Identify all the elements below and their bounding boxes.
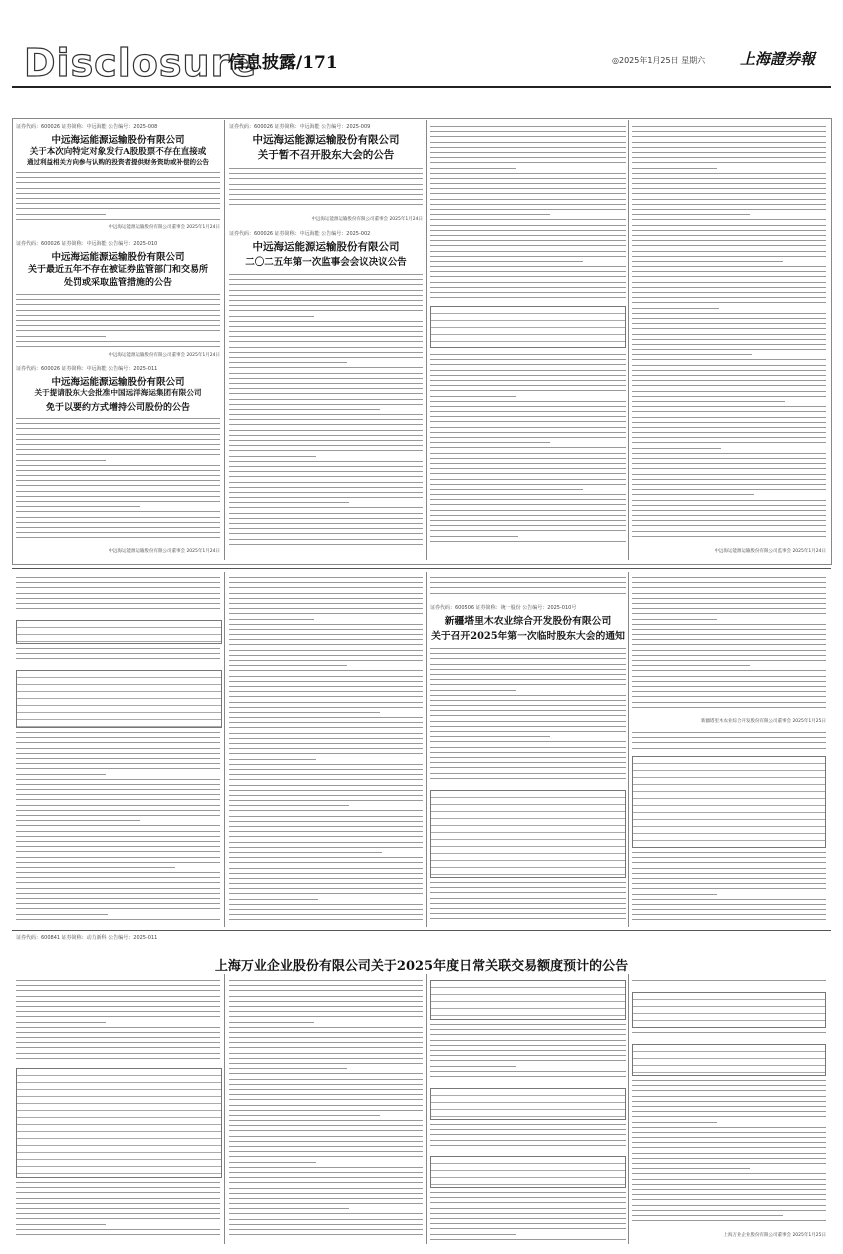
article-title-line: 中远海运能源运输股份有限公司 — [252, 134, 400, 146]
article-body — [632, 1030, 826, 1040]
financial-table — [430, 1156, 626, 1188]
article-body-continued — [430, 352, 626, 548]
text-line — [632, 978, 826, 983]
text-line — [430, 1074, 626, 1079]
paper-name: 上海證券報 — [740, 50, 816, 68]
article-signature: 中远海运能源运输股份有限公司董事会 2025年1月24日 — [108, 353, 220, 358]
article-body — [632, 1078, 826, 1226]
continued-body — [16, 575, 220, 615]
text-line — [632, 746, 826, 751]
article-body — [632, 978, 826, 988]
column-divider — [224, 974, 225, 1244]
article-code: 证券代码：600026 证券简称：中远海能 公告编号：2025-008 — [16, 124, 158, 130]
continued-body — [16, 646, 220, 666]
column-divider — [628, 572, 629, 927]
article-code: 证券代码：600026 证券简称：中远海能 公告编号：2025-010 — [16, 241, 158, 247]
article-code: 证券代码：600026 证券简称：中远海能 公告编号：2025-009 — [229, 124, 371, 130]
article-body-continued — [632, 575, 826, 715]
article-body — [430, 880, 626, 924]
text-line — [632, 917, 826, 922]
text-line — [430, 1143, 626, 1148]
text-line — [229, 202, 423, 207]
article-title-line: 免于以要约方式增持公司股份的公告 — [45, 403, 190, 413]
data-table — [16, 620, 222, 644]
article-code: 证券代码：600026 证券简称：中远海能 公告编号：2025-002 — [229, 231, 371, 237]
article-title-line: 中远海运能源运输股份有限公司 — [51, 135, 185, 146]
article-signature: 中远海运能源运输股份有限公司董事会 2025年1月24日 — [108, 549, 220, 554]
column-divider — [628, 120, 629, 560]
article-signature: 中远海运能源运输股份有限公司董事会 2025年1月24日 — [108, 225, 220, 230]
text-line — [632, 1030, 826, 1035]
article-body-continued — [632, 124, 826, 544]
article-title-line: 中远海运能源运输股份有限公司 — [51, 377, 185, 388]
article-signature: 中远海运能源运输股份有限公司董事会 2025年1月24日 — [311, 217, 423, 222]
article-body — [430, 1190, 626, 1242]
text-line — [430, 295, 626, 300]
text-line — [632, 534, 826, 539]
financial-table — [430, 980, 626, 1020]
section-rule — [12, 930, 831, 931]
text-line — [430, 591, 626, 596]
article-title-line: 通过利益相关方向参与认购的投资者提供财务资助或补偿的公告 — [27, 158, 209, 166]
article-body — [16, 170, 220, 222]
article-body — [229, 272, 423, 548]
proposal-table — [430, 790, 626, 878]
text-line — [16, 535, 220, 540]
article-title-line: 关于暂不召开股东大会的公告 — [257, 149, 395, 161]
column-divider — [426, 572, 427, 927]
article-body — [16, 1180, 220, 1242]
article-signature: 中远海运能源运输股份有限公司监事会 2025年1月24日 — [714, 549, 826, 554]
article-body — [16, 978, 220, 1064]
article-signature: 上海万业企业股份有限公司董事会 2025年1月25日 — [723, 1233, 826, 1238]
transaction-table — [16, 1068, 222, 1178]
column-divider — [224, 120, 225, 560]
article-body — [430, 1022, 626, 1084]
article-code: 证券代码：600506 证券简称：统一股份 公告编号：2025-010号 — [430, 605, 577, 611]
continued-body — [430, 575, 626, 597]
article-code: 证券代码：600841 证券简称：动力新科 公告编号：2025-011 — [16, 935, 158, 941]
article-title: 上海万业企业股份有限公司关于2025年度日常关联交易额度预计的公告 — [214, 959, 629, 974]
article-title-line: 处罚或采取监管措施的公告 — [63, 278, 172, 288]
text-line — [229, 1232, 423, 1237]
article-body — [229, 978, 423, 1242]
proxy-form-text — [632, 730, 826, 752]
financial-table — [430, 1088, 626, 1120]
article-title-line: 关于提请股东大会批准中国远洋海运集团有限公司 — [34, 388, 202, 397]
text-line — [16, 217, 220, 222]
article-title-line: 关于本次向特定对象发行A股股票不存在直接或 — [29, 147, 207, 157]
masthead-rule — [12, 86, 831, 88]
financial-table — [632, 992, 826, 1028]
continued-body — [16, 730, 220, 924]
text-line — [229, 542, 423, 547]
proxy-form-text — [632, 850, 826, 924]
issue-date: ◎2025年1月25日 星期六 — [612, 56, 706, 65]
article-title-line: 关于最近五年不存在被证券监管部门和交易所 — [27, 265, 208, 275]
text-line — [16, 344, 220, 349]
text-line — [430, 776, 626, 781]
column-divider — [628, 974, 629, 1244]
proxy-form-table — [632, 756, 826, 848]
article-body — [430, 646, 626, 786]
article-title-line: 新疆塔里木农业综合开发股份有限公司 — [444, 616, 612, 627]
text-line — [229, 917, 423, 922]
text-line — [632, 1218, 826, 1223]
text-line — [16, 656, 220, 661]
article-title-line: 中远海运能源运输股份有限公司 — [252, 241, 400, 253]
column-divider — [224, 572, 225, 927]
text-line — [430, 1237, 626, 1242]
article-title-line: 关于召开2025年第一次临时股东大会的通知 — [431, 631, 625, 642]
section-title: 信息披露/171 — [228, 53, 338, 73]
section-rule — [12, 568, 831, 569]
article-body — [16, 292, 220, 350]
column-divider — [426, 120, 427, 560]
text-line — [16, 917, 220, 922]
text-line — [16, 1232, 220, 1237]
text-line — [430, 916, 626, 921]
financial-table — [632, 1044, 826, 1076]
masthead — [0, 0, 843, 96]
article-body — [229, 166, 423, 212]
disclosure-logo: Disclosure — [24, 41, 258, 85]
article-code: 证券代码：600026 证券简称：中远海能 公告编号：2025-011 — [16, 366, 158, 372]
continued-body — [229, 575, 423, 925]
text-line — [430, 539, 626, 544]
article-title-line: 二〇二五年第一次监事会会议决议公告 — [245, 257, 407, 268]
article-body — [16, 416, 220, 544]
text-line — [632, 705, 826, 710]
text-line — [16, 1056, 220, 1061]
data-table — [16, 670, 222, 728]
article-body-continued — [430, 124, 626, 304]
column-divider — [426, 974, 427, 1244]
article-body — [430, 1122, 626, 1152]
text-line — [16, 606, 220, 611]
data-table — [430, 306, 626, 348]
article-signature: 新疆塔里木农业综合开发股份有限公司董事会 2025年1月25日 — [701, 719, 826, 724]
article-title-line: 中远海运能源运输股份有限公司 — [51, 252, 185, 263]
